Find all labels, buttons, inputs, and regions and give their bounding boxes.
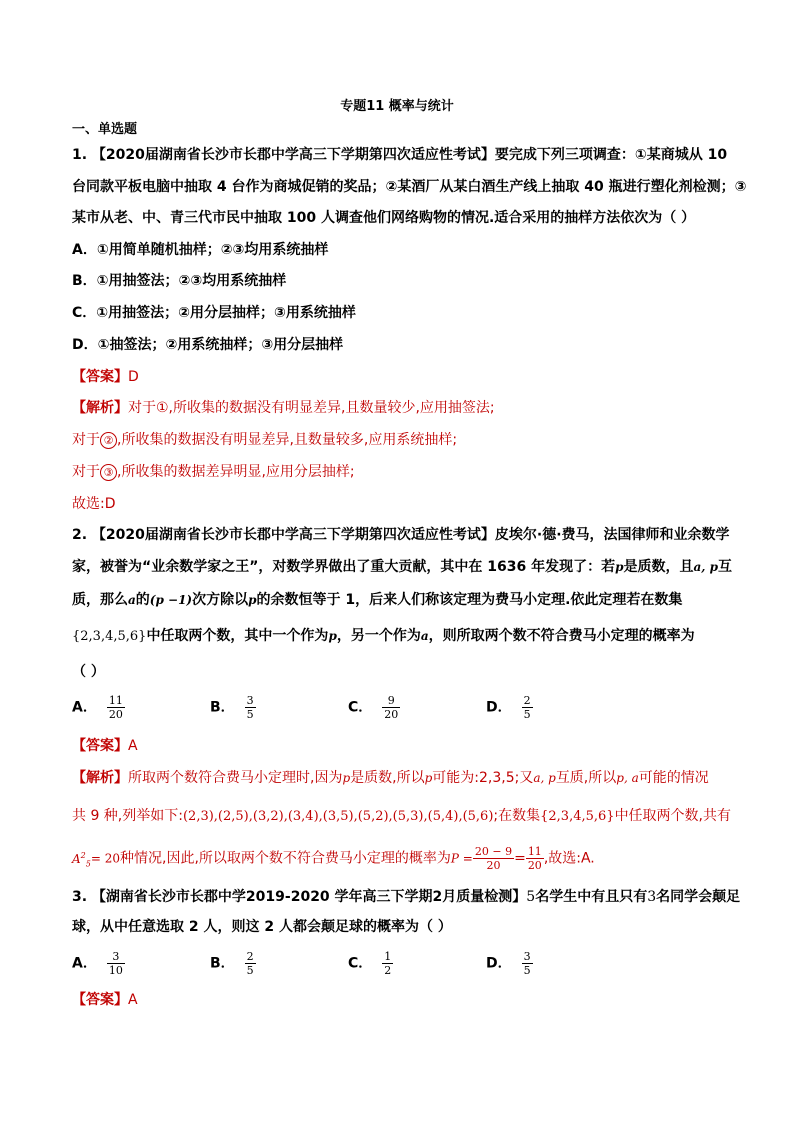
fraction: [107, 950, 125, 977]
numerator: 11: [527, 845, 542, 858]
analysis-text: 所取两个数符合费马小定理时,因为: [128, 770, 343, 786]
var-p: p: [424, 771, 433, 785]
fraction: [382, 950, 393, 977]
analysis-text: 种情况,因此,所以取两个数不符合费马小定理的概率为: [120, 850, 451, 867]
prob-symbol: P =: [450, 851, 473, 866]
q3-text: 3. 【湖南省长沙市长郡中学2019-2020 学年高三下学期2月质量检测】: [72, 889, 527, 905]
numerator: 20 − 9: [474, 845, 513, 858]
var-a: a: [420, 629, 429, 643]
fraction: [473, 845, 514, 872]
q3-option-d: [486, 950, 533, 977]
fraction: [522, 694, 533, 721]
option-label: A．: [72, 699, 97, 716]
var-p-a: p, a: [616, 771, 639, 785]
answer-tag: 【答案】: [72, 738, 128, 754]
answer-tag: 【答案】: [72, 369, 128, 385]
equals-sign: =: [514, 850, 526, 867]
option-label: D．: [486, 699, 512, 716]
denominator: 2: [384, 964, 392, 977]
q1-analysis-1: [72, 398, 495, 418]
analysis-text: 共 9 种,列举如下:: [72, 808, 183, 824]
q1-line2: 台同款平板电脑中抽取 4 台作为商城促销的奖品；②某酒厂从某白酒生产线上抽取 40 瓶进行塑化剂检测；③: [72, 179, 747, 195]
number-set: {2,3,4,5,6}: [72, 629, 147, 644]
q2-text: 的: [135, 592, 150, 608]
analysis-text: 可能的情况: [638, 770, 709, 786]
analysis-text: 可能为:2,3,5;又: [432, 770, 534, 786]
pair-list: (2,3),(2,5),(3,2),(3,4),(3,5),(5,2),(5,3),(5,4),(5,6): [182, 809, 494, 824]
numerator: 11: [108, 694, 123, 707]
answer-value: A: [128, 738, 138, 754]
denominator: 5: [523, 708, 531, 721]
perm-sup: 2: [80, 850, 86, 860]
q2-text: 中任取两个数，其中一个作为: [146, 628, 329, 644]
q3-text: 名学生中有且只有: [535, 889, 648, 905]
q2-text: 质，那么: [72, 592, 128, 608]
q2-text: ，另一个作为: [336, 628, 421, 644]
q2-text: 的余数恒等于 1，后来人们称该定理为费马小定理.依此定理若在数集: [256, 592, 683, 608]
numerator: 1: [384, 950, 392, 963]
q1-option-a: A．①用简单随机抽样；②③均用系统抽样: [72, 242, 329, 258]
q2-option-c: [348, 694, 400, 721]
q2-analysis-2: [72, 806, 731, 827]
var-p: p: [248, 593, 257, 607]
fraction: [382, 694, 400, 721]
denominator: 10: [108, 964, 123, 977]
numerator: 3: [523, 950, 531, 963]
q2-analysis-1: [72, 768, 709, 788]
var-a: a: [128, 593, 136, 607]
q3-line2: 球，从中任意选取 2 人，则这 2 人都会颠足球的概率为（ ）: [72, 919, 452, 935]
denominator: 5: [523, 964, 531, 977]
q3-text: 名同学会颠足: [656, 889, 741, 905]
numerator: 9: [382, 694, 400, 708]
fraction: [107, 694, 125, 721]
option-label: A．: [72, 955, 97, 972]
q2-text: 是质数，且: [623, 559, 694, 575]
q2-line4: [72, 626, 695, 647]
q3-option-b: [210, 950, 256, 977]
circled-number-3: ③: [100, 464, 117, 481]
analysis-text: 中任取两个数,共有: [614, 808, 732, 824]
q2-text: ，则所取两个数不符合费马小定理的概率为: [428, 628, 695, 644]
var-p: p: [328, 629, 337, 643]
q2-line2: [72, 557, 732, 577]
analysis-text: ;在数集: [493, 808, 541, 824]
q2-text: 互: [718, 559, 733, 575]
denominator: 20: [108, 708, 123, 721]
fraction: [245, 950, 256, 977]
analysis-text: 是质数,所以: [350, 770, 425, 786]
number-set: {2,3,4,5,6}: [540, 809, 615, 824]
q3-number: 3: [647, 889, 657, 905]
q1-analysis-3: [72, 462, 355, 482]
circled-number-2: ②: [100, 432, 117, 449]
q2-option-b: [210, 694, 256, 721]
perm-letter: A: [72, 851, 81, 866]
analysis-text: ,故选:A.: [543, 850, 595, 867]
fraction: [522, 950, 533, 977]
analysis-text: = 20: [90, 851, 120, 866]
answer-value: A: [128, 992, 138, 1008]
q3-option-c: [348, 950, 393, 977]
denominator: 20: [527, 859, 542, 872]
analysis-text: ,所收集的数据差异明显,应用分层抽样;: [117, 464, 355, 480]
q2-line3: [72, 590, 682, 610]
denominator: 20: [384, 708, 399, 721]
var-p: p: [615, 560, 624, 574]
option-label: B．: [210, 699, 235, 716]
q3-option-a: [72, 950, 125, 977]
answer-value: D: [128, 369, 139, 385]
var-a-p: a, p: [533, 771, 556, 785]
denominator: 5: [246, 708, 254, 721]
option-label: C．: [348, 699, 373, 716]
fraction: [245, 694, 256, 721]
q1-option-d: D．①抽签法；②用系统抽样；③用分层抽样: [72, 337, 344, 353]
var-p: p: [342, 771, 351, 785]
q2-answer: [72, 736, 138, 756]
q2-text: 次方除以: [192, 592, 249, 608]
denominator: 20: [486, 859, 501, 872]
q3-answer: [72, 990, 138, 1010]
option-label: D．: [486, 955, 512, 972]
q3-line1: [72, 887, 740, 907]
permutation-symbol: [72, 852, 91, 866]
analysis-text: ,所收集的数据没有明显差异,且数量较多,应用系统抽样;: [117, 432, 458, 448]
q1-option-c: C．①用抽签法；②用分层抽样；③用系统抽样: [72, 305, 356, 321]
analysis-tag: 【解析】: [72, 770, 128, 786]
q1-analysis-2: [72, 430, 457, 450]
q1-line1: 1. 【2020届湖南省长沙市长郡中学高三下学期第四次适应性考试】要完成下列三项调查：①某商城从 10: [72, 147, 728, 163]
numerator: 3: [107, 950, 125, 964]
q3-number: 5: [526, 889, 536, 905]
numerator: 2: [523, 694, 531, 707]
q2-paren: （ ）: [72, 664, 105, 680]
analysis-text: 互质,所以: [555, 770, 617, 786]
page-title: 专题11 概率与统计: [340, 99, 454, 114]
exponent: (p −1): [149, 593, 193, 607]
analysis-text: 对于①,所收集的数据没有明显差异,且数量较少,应用抽签法;: [128, 400, 495, 416]
q2-line1: 2. 【2020届湖南省长沙市长郡中学高三下学期第四次适应性考试】皮埃尔·德·费马，法国律师和业余数学: [72, 527, 730, 543]
q1-conclusion: 故选:D: [72, 496, 116, 512]
denominator: 5: [246, 964, 254, 977]
q2-analysis-3: [72, 845, 595, 874]
perm-sub: 5: [85, 858, 91, 868]
q1-answer: [72, 367, 139, 387]
var-a-p: a, p: [693, 560, 719, 574]
option-label: C．: [348, 955, 373, 972]
option-label: B．: [210, 955, 235, 972]
analysis-text: 对于: [72, 432, 100, 448]
q1-option-b: B．①用抽签法；②③均用系统抽样: [72, 273, 287, 289]
analysis-tag: 【解析】: [72, 400, 128, 416]
section-heading: 一、单选题: [72, 122, 138, 137]
q2-option-d: [486, 694, 533, 721]
numerator: 3: [246, 694, 254, 707]
fraction: [526, 845, 544, 872]
analysis-text: 对于: [72, 464, 100, 480]
numerator: 2: [246, 950, 254, 963]
answer-tag: 【答案】: [72, 992, 128, 1008]
q1-line3: 某市从老、中、青三代市民中抽取 100 人调查他们网络购物的情况.适合采用的抽样方法依次为（ ）: [72, 210, 696, 226]
q2-text: 家，被誉为“业余数学家之王”，对数学界做出了重大贡献，其中在 1636 年发现了：若: [72, 559, 616, 575]
q2-option-a: [72, 694, 125, 721]
